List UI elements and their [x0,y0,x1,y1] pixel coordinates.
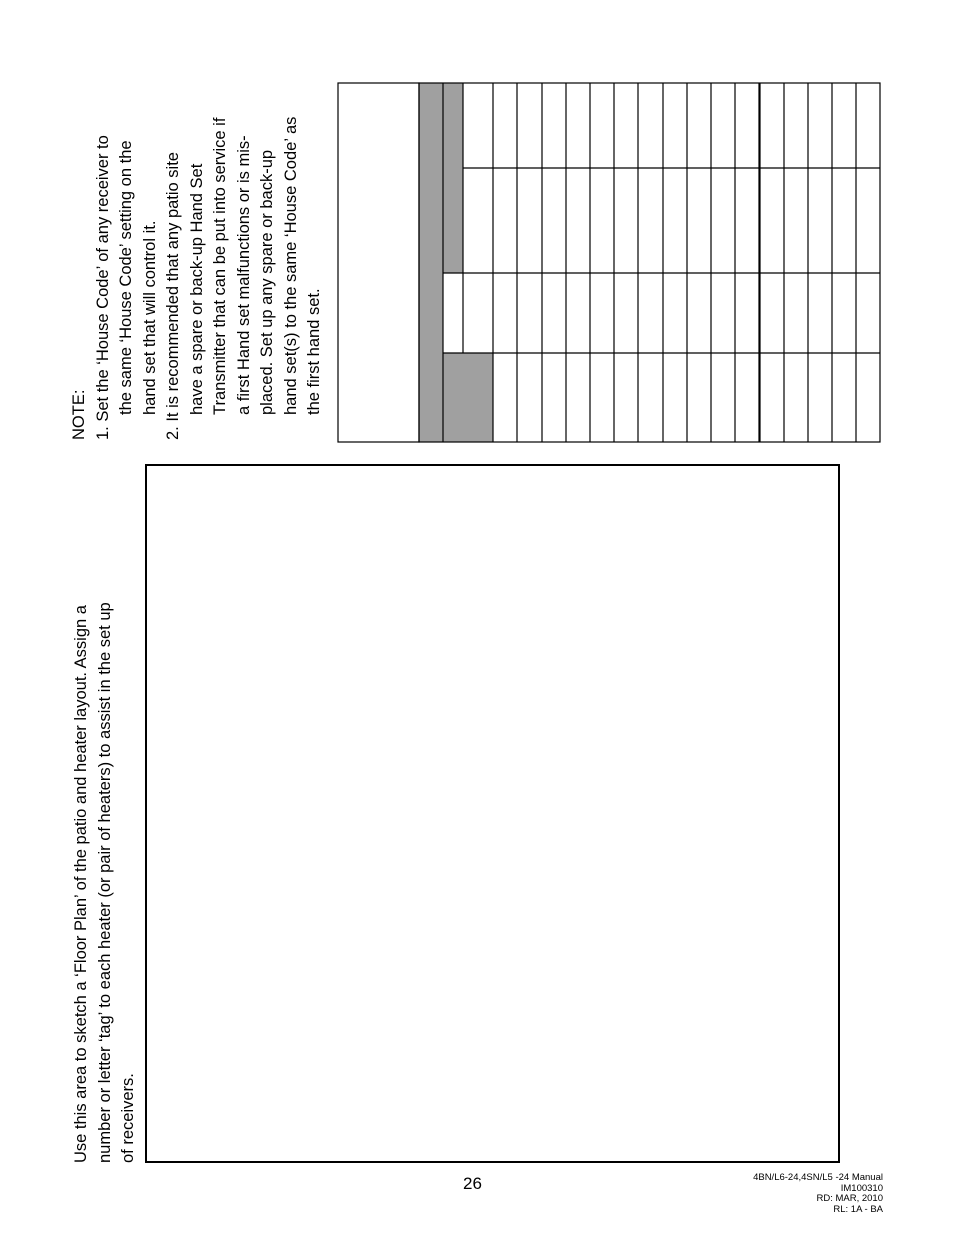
table-label-cell [338,83,419,442]
note-item-2-line-6: hand set(s) to the same ‘House Code’ as [281,116,300,415]
table-header-cell-shaded-lower [443,353,493,442]
note-heading: NOTE: [70,389,88,440]
manual-title: 4BN/L6-24,4SN/L5 -24 Manual [753,1172,883,1183]
sketch-instructions-line-3: of receivers. [119,1073,137,1163]
sketch-instructions-line-2: number or letter ‘tag’ to each heater (or pair of heaters) to assist in the set up [95,602,114,1163]
note-item-2-line-1: 2. It is recommended that any patio site [164,152,182,440]
sketch-instructions-line-1: Use this area to sketch a ‘Floor Plan’ of the patio and heater layout. Assign a [72,605,90,1163]
table-header-column-shaded [419,83,443,442]
page-number: 26 [463,1174,482,1193]
note-item-2-line-5: placed. Set up any spare or back-up [258,149,276,415]
note-item-1-line-3: hand set that will control it. [140,220,159,415]
note-item-1-line-2: the same ‘House Code’ setting on the [117,140,135,415]
note-item-2-line-7: the first hand set. [305,288,323,415]
note-item-1-line-1: 1. Set the ‘House Code’ of any receiver to [93,135,112,440]
document-info [745,1173,883,1215]
revision-level: RL: 1A - BA [833,1203,883,1215]
note-item-2-line-3: Transmitter that can be put into service if [211,117,229,415]
document-id: IM100310 [840,1182,883,1194]
table-header-cell-shaded [443,83,463,273]
note-item-2-line-4: a first Hand set malfunctions or is mis- [234,135,253,415]
revision-date: RD: MAR, 2010 [816,1193,883,1204]
note-item-2-line-2: have a spare or back-up Hand Set [187,163,206,415]
